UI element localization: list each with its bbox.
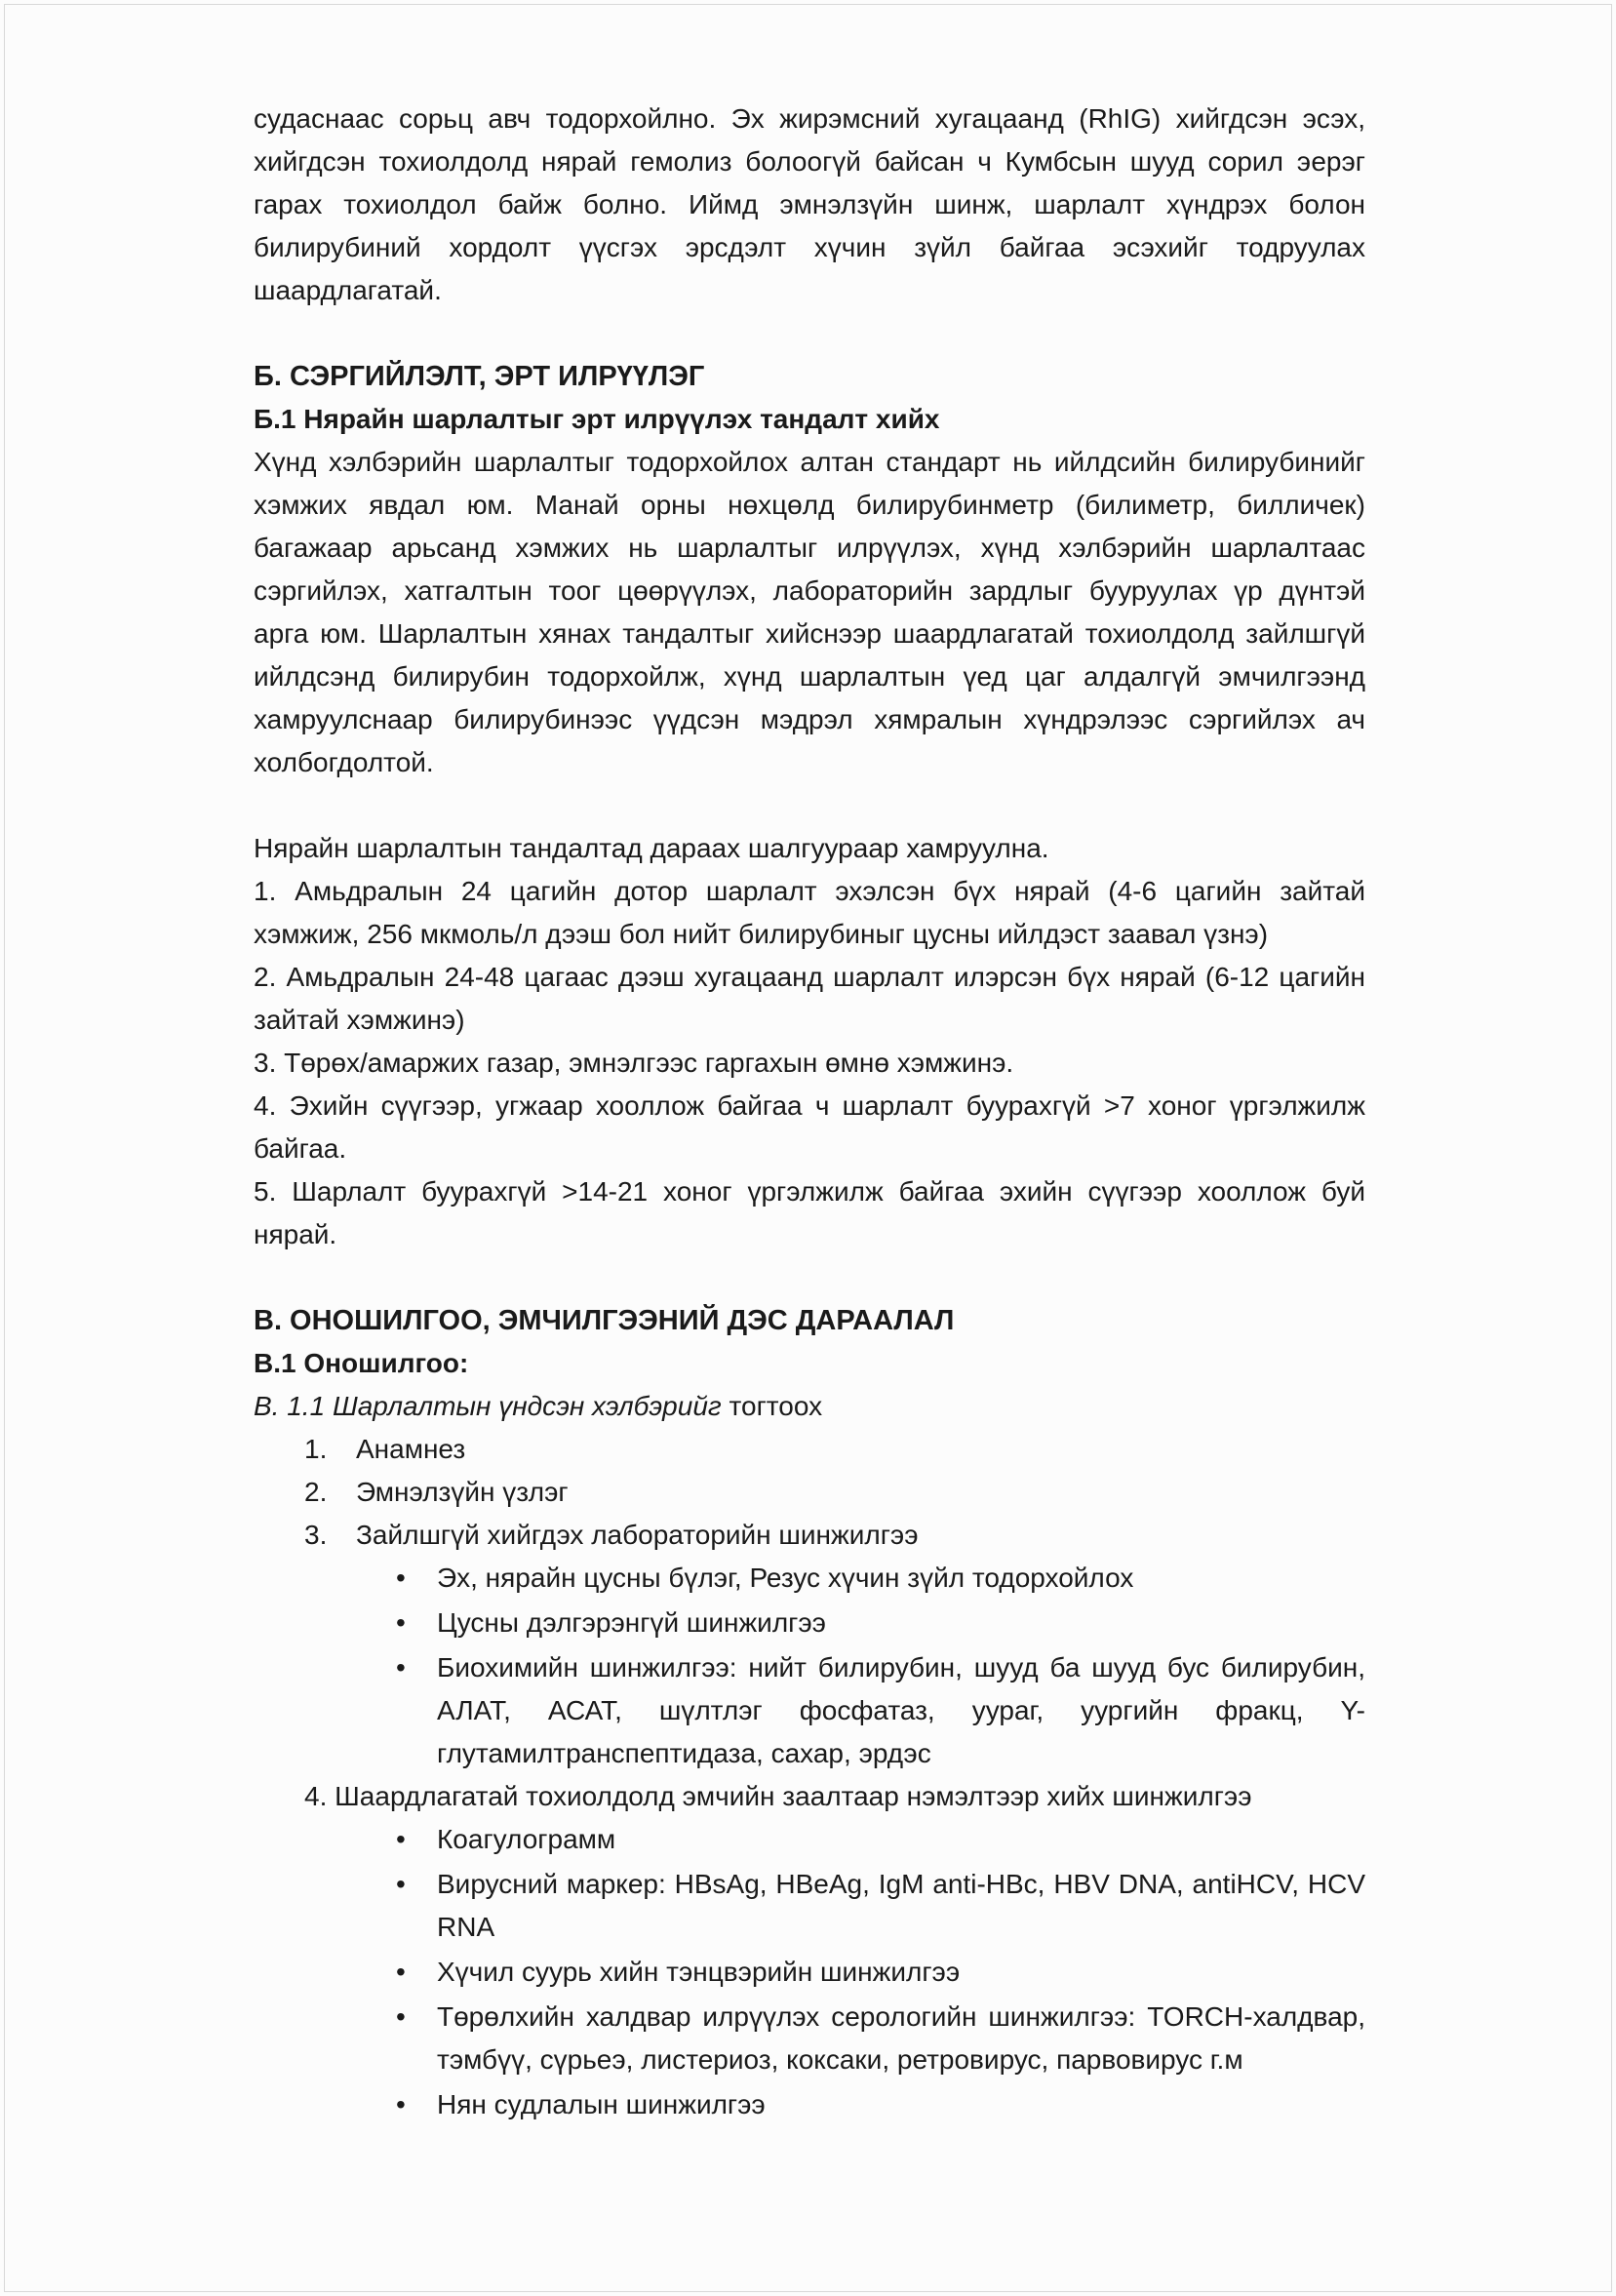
item-text: Зайлшгүй хийгдэх лабораторийн шинжилгээ (356, 1520, 919, 1550)
bullet-line: • Төрөлхийн халдвар илрүүлэх серологийн шинжилгээ: TORCH-халдвар, (437, 2001, 1365, 2032)
diagnosis-steps-list-cont (254, 1775, 1365, 1818)
intro-line: шаардлагатай. (254, 275, 442, 305)
criteria-item (254, 1170, 1365, 1256)
paragraph-line: арга юм. Шарлалтын хянах тандалтыг хийснээр шаардлагатай тохиолдолд зайлшгүй (254, 618, 1365, 649)
paragraph-line: хамруулснаар билирубинээс үүдсэн мэдрэл хямралын хүндрэлээс сэргийлэх ач (254, 704, 1365, 734)
bullet-item (254, 1863, 1365, 1949)
criteria-line: зайтай хэмжинэ) (254, 1005, 465, 1035)
item-text-combined (304, 1781, 1252, 1811)
bullet-line: АЛАТ, АСАТ, шүлтлэг фосфатаз, уураг, уургийн фракц, Y- (437, 1695, 1365, 1725)
bullet-item (254, 2083, 1365, 2126)
item-number: 1. (304, 1434, 328, 1464)
intro-line: билирубиний хордолт үүсгэх эрсдэлт хүчин зүйл байгаа эсэхийг тодруулах (254, 232, 1365, 262)
item-text: Шаардлагатай тохиолдолд эмчийн заалтаар нэмэлтээр хийх шинжилгээ (335, 1781, 1252, 1811)
bullet-text: Нян судлалын шинжилгээ (437, 2089, 766, 2119)
intro-line: гарах тохиолдол байж болно. Иймд эмнэлзүйн шинж, шарлалт хүндрэх болон (254, 189, 1365, 219)
bullet-text: Цусны дэлгэрэнгүй шинжилгээ (437, 1607, 826, 1638)
bullet-text: Эх, нярайн цусны бүлэг, Резус хүчин зүйл тодорхойлох (437, 1563, 1134, 1593)
criteria-item (254, 870, 1365, 956)
bullet-line: RNA (437, 1912, 495, 1942)
intro-paragraph (254, 98, 1365, 312)
section-v1-title: В.1 Оношилгоо: (254, 1348, 469, 1378)
section-b-title: Б. СЭРГИЙЛЭЛТ, ЭРТ ИЛРҮҮЛЭГ (254, 361, 705, 392)
list-item (254, 1471, 1365, 1514)
criteria-line: нярай. (254, 1219, 337, 1249)
bullet-item (254, 1602, 1365, 1644)
document-body (254, 98, 1365, 2126)
bullet-line: глутамилтранспептидаза, сахар, эрдэс (437, 1738, 931, 1768)
list-item (254, 1775, 1365, 1818)
bullet-item (254, 1818, 1365, 1861)
list-item (254, 1514, 1365, 1557)
step-heading (254, 1385, 1365, 1428)
bullet-item (254, 1951, 1365, 1994)
criteria-item (254, 1042, 1365, 1085)
bullet-item (254, 1996, 1365, 2081)
item-number: 2. (304, 1477, 328, 1507)
criteria-item (254, 956, 1365, 1042)
intro-line: судаснаас сорьц авч тодорхойлно. Эх жирэмсний хугацаанд (RhIG) хийгдсэн эсэх, (254, 103, 1365, 134)
diagnosis-steps-list (254, 1428, 1365, 1557)
paragraph-line: холбогдолтой. (254, 747, 434, 777)
paragraph-line: сэргийлэх, хатгалтын тоог цөөрүүлэх, лабораторийн зардлыг бууруулах үр дүнтэй (254, 575, 1365, 606)
paragraph-line: Хүнд хэлбэрийн шарлалтыг тодорхойлох алтан стандарт нь ийлдсийн билирубинийг (254, 447, 1365, 477)
item-text: Эмнэлзүйн үзлэг (356, 1477, 569, 1507)
criteria-item (254, 1085, 1365, 1170)
bullet-line: • Вирусний маркер: HBsAg, HBeAg, IgM anti-HBc, HBV DNA, antiHCV, HCV (437, 1869, 1365, 1899)
criteria-list (254, 870, 1365, 1256)
bullet-item (254, 1557, 1365, 1600)
additional-tests-bullets (254, 1818, 1365, 2126)
criteria-line: 2. Амьдралын 24-48 цагаас дээш хугацаанд шарлалт илэрсэн бүх нярай (6-12 цагийн (254, 962, 1365, 992)
intro-line: хийгдсэн тохиолдолд нярай гемолиз болоогүй байсан ч Кумбсын шууд сорил эерэг (254, 146, 1365, 177)
paragraph-line: ийлдсэнд билирубин тодорхойлж, хүнд шарлалтын үед цаг алдалгүй эмчилгээнд (254, 661, 1365, 692)
criteria-line: 1. Амьдралын 24 цагийн дотор шарлалт эхэлсэн бүх нярай (4-6 цагийн зайтай (254, 876, 1365, 906)
criteria-line: хэмжиж, 256 мкмоль/л дээш бол нийт билирубиныг цусны ийлдэст заавал үзнэ) (254, 919, 1269, 949)
paragraph-line: багажаар арьсанд хэмжих нь шарлалтыг илрүүлэх, хүнд хэлбэрийн шарлалтаас (254, 533, 1365, 563)
criteria-line: 3. Төрөх/амаржих газар, эмнэлгээс гаргахын өмнө хэмжинэ. (254, 1048, 1014, 1078)
section-b1-title: Б.1 Нярайн шарлалтыг эрт илрүүлэх тандалт хийх (254, 404, 940, 434)
criteria-line: 5. Шарлалт буурахгүй >14-21 хоног үргэлжилж байгаа эхийн сүүгээр хооллож буй (254, 1176, 1365, 1207)
bullet-item (254, 1646, 1365, 1775)
paragraph-line: хэмжих явдал юм. Манай орны нөхцөлд билирубинметр (билиметр, билличек) (254, 490, 1365, 520)
bullet-line: тэмбүү, сүрьеэ, листериоз, коксаки, ретровирус, парвовирус г.м (437, 2044, 1243, 2075)
item-number-inline: 4. (304, 1781, 328, 1811)
step-heading-italic: В. 1.1 Шарлалтын үндсэн хэлбэрийг (254, 1391, 722, 1421)
bullet-text: Хүчил суурь хийн тэнцвэрийн шинжилгээ (437, 1957, 961, 1987)
lab-tests-bullets (254, 1557, 1365, 1775)
bullet-text: Коагулограмм (437, 1824, 616, 1854)
step-heading-rest: тогтоох (721, 1391, 823, 1421)
section-v-title: В. ОНОШИЛГОО, ЭМЧИЛГЭЭНИЙ ДЭС ДАРААЛАЛ (254, 1305, 955, 1336)
criteria-line: байгаа. (254, 1133, 347, 1164)
criteria-intro: Нярайн шарлалтын тандалтад дараах шалгуураар хамруулна. (254, 833, 1049, 863)
list-item (254, 1428, 1365, 1471)
item-text: Анамнез (356, 1434, 466, 1464)
bullet-line: • Биохимийн шинжилгээ: нийт билирубин, шууд ба шууд бус билирубин, (437, 1652, 1365, 1682)
section-b1-paragraph (254, 441, 1365, 784)
criteria-line: 4. Эхийн сүүгээр, угжаар хооллож байгаа ч шарлалт буурахгүй >7 хоног үргэлжилж (254, 1090, 1365, 1121)
item-number: 3. (304, 1520, 328, 1550)
